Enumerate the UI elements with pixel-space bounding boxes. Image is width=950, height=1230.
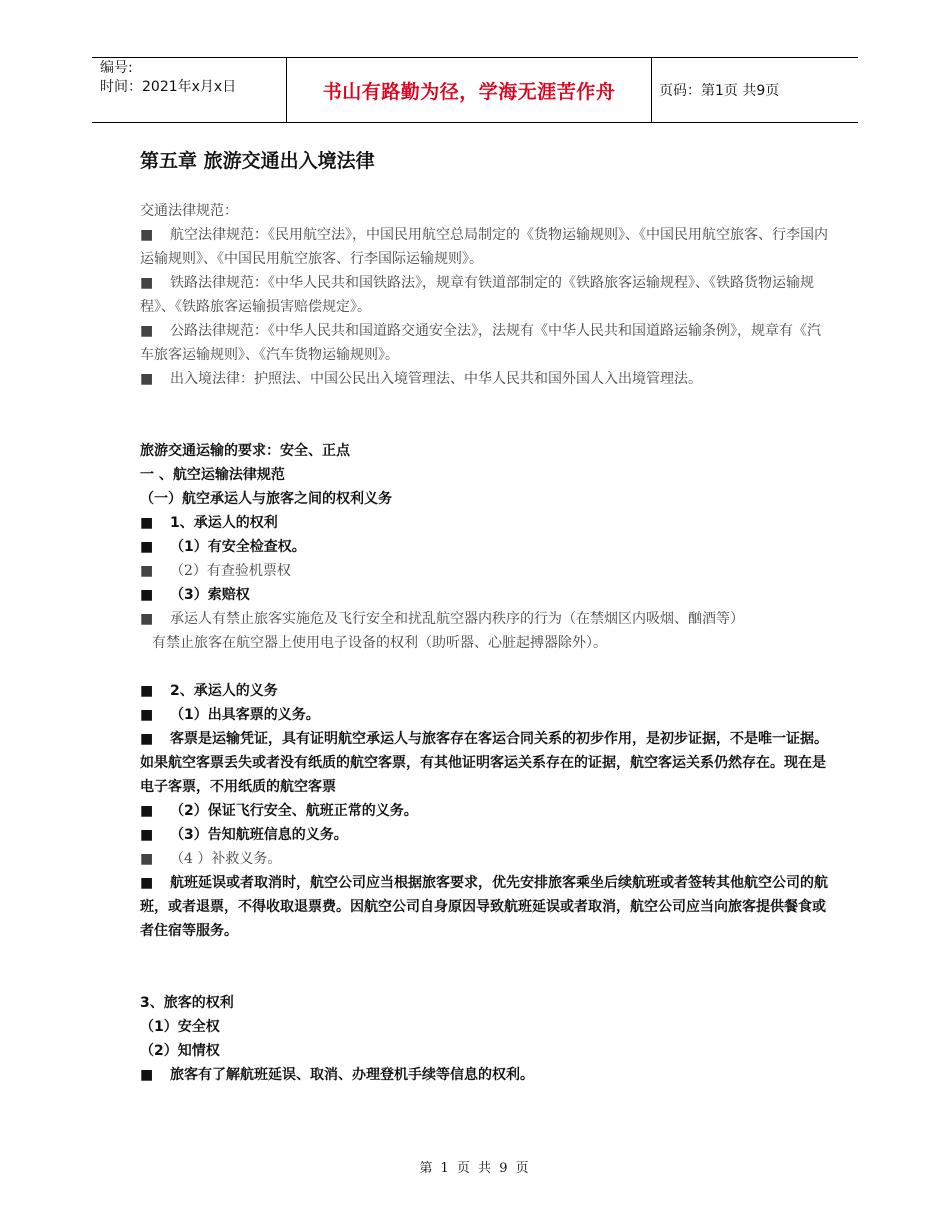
requirements-heading: 旅游交通运输的要求：安全、正点 [140, 443, 350, 459]
header-page-info: 页码：第1页 共9页 [659, 83, 780, 99]
list-item: ■ 2、承运人的义务 [140, 679, 830, 703]
bullet-icon: ■ [140, 227, 154, 243]
bullet-icon: ■ [140, 851, 154, 867]
number-label: 编号: [100, 60, 133, 76]
bullet-icon: ■ [140, 611, 154, 627]
header-meta [92, 58, 286, 122]
bullet-icon: ■ [140, 875, 154, 891]
page-footer: 第 1 页 共 9 页 [419, 1161, 531, 1176]
part-one-heading: 一 、航空运输法律规范 [140, 467, 285, 483]
list-item: ■ 铁路法律规范：《中华人民共和国铁路法》，规章有铁道部制定的《铁路旅客运输规程》、《铁路货物运输规程》、《铁路旅客运输损害赔偿规定》。 [140, 271, 830, 319]
passenger-rights-heading: 3、旅客的权利 [140, 995, 234, 1011]
chapter-title: 第五章 旅游交通出入境法律 [140, 150, 375, 172]
sub-one-heading: （一）航空承运人与旅客之间的权利义务 [140, 491, 392, 507]
list-item: ■ 航空法律规范：《民用航空法》，中国民用航空总局制定的《货物运输规则》、《中国民用航空旅客、行李国内运输规则》、《中国民用航空旅客、行李国际运输规则》。 [140, 223, 830, 271]
time-label: 时间：2021年x月x日 [100, 79, 237, 95]
intro-heading: 交通法律规范： [140, 203, 238, 219]
bullet-icon: ■ [140, 275, 154, 291]
bullet-icon: ■ [140, 707, 154, 723]
list-item: ■ （2）有查验机票权 [140, 559, 830, 583]
list-item: ■ （1）有安全检查权。 [140, 535, 830, 559]
bullet-icon: ■ [140, 323, 154, 339]
bullet-icon: ■ [140, 1067, 154, 1083]
list-item: ■ 1、承运人的权利 [140, 511, 830, 535]
list-item: ■ （4 ）补救义务。 [140, 847, 830, 871]
list-item: ■ 公路法律规范：《中华人民共和国道路交通安全法》，法规有《中华人民共和国道路运输条例》，规章有《汽车旅客运输规则》、《汽车货物运输规则》。 [140, 319, 830, 367]
carrier-rights-note: 有禁止旅客在航空器上使用电子设备的权利（助听器、心脏起搏器除外）。 [152, 635, 607, 651]
page-header [92, 57, 858, 123]
bullet-icon: ■ [140, 587, 154, 603]
passenger-right-item: （1）安全权 [140, 1019, 220, 1035]
list-item: ■ （2）保证飞行安全、航班正常的义务。 [140, 799, 830, 823]
list-item: ■ 承运人有禁止旅客实施危及飞行安全和扰乱航空器内秩序的行为（在禁烟区内吸烟、酗酒等） [140, 607, 830, 631]
list-item: ■ 旅客有了解航班延误、取消、办理登机手续等信息的权利。 [140, 1063, 830, 1087]
list-item: ■ （3）索赔权 [140, 583, 830, 607]
header-motto: 书山有路勤为径，学海无涯苦作舟 [286, 58, 652, 122]
list-item: ■ （3）告知航班信息的义务。 [140, 823, 830, 847]
bullet-icon: ■ [140, 515, 154, 531]
bullet-icon: ■ [140, 803, 154, 819]
bullet-icon: ■ [140, 371, 154, 387]
bullet-icon: ■ [140, 827, 154, 843]
document-body [140, 140, 830, 1087]
bullet-icon: ■ [140, 731, 154, 747]
bullet-icon: ■ [140, 539, 154, 555]
list-item: ■ 航班延误或者取消时，航空公司应当根据旅客要求，优先安排旅客乘坐后续航班或者签转其他航空公司的航班，或者退票，不得收取退票费。因航空公司自身原因导致航班延误或者取消，航空公司应当向旅客提供餐食或者住宿等服务。 [140, 871, 830, 943]
list-item: ■ 出入境法律：护照法、中国公民出入境管理法、中华人民共和国外国人入出境管理法。 [140, 367, 830, 391]
list-item: ■ （1）出具客票的义务。 [140, 703, 830, 727]
passenger-right-item: （2）知情权 [140, 1043, 220, 1059]
bullet-icon: ■ [140, 683, 154, 699]
bullet-icon: ■ [140, 563, 154, 579]
list-item: ■ 客票是运输凭证，具有证明航空承运人与旅客存在客运合同关系的初步作用，是初步证据，不是唯一证据。如果航空客票丢失或者没有纸质的航空客票，有其他证明客运关系存在的证据，航空客运关系仍然存在。现在是电子客票，不用纸质的航空客票 [140, 727, 830, 799]
